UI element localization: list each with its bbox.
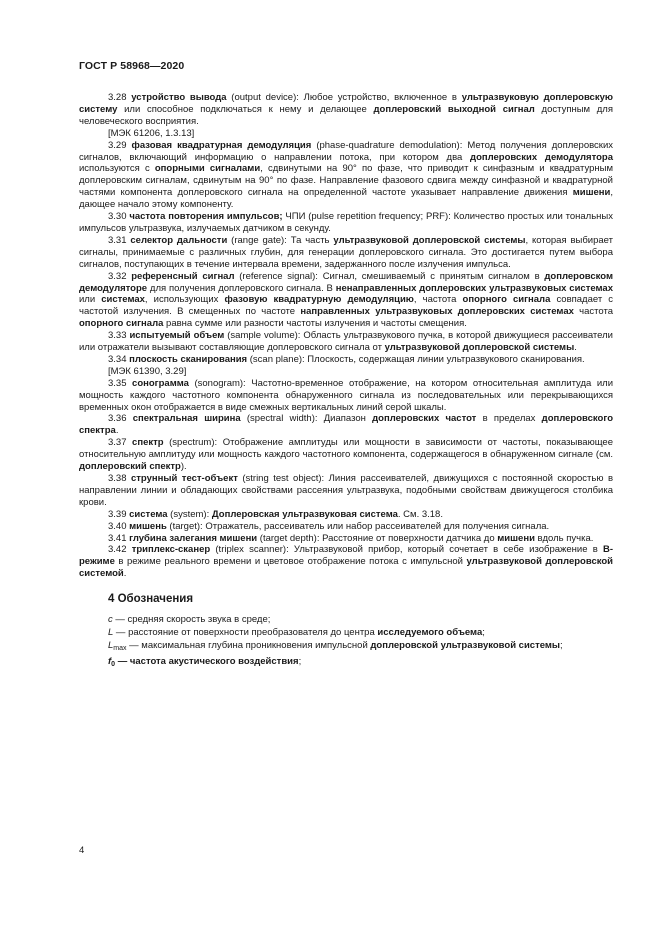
symbol-L: L — расстояние от поверхности преобразователя до центра исследуемого объема; xyxy=(108,626,485,638)
term-3-28: 3.28 устройство вывода (output device): Любое устройство, включенное в ультразвуковую доплеровскую систему или способное подключаться к нему и делающее доплеровский выходной сигнал доступным для человеческого восприятия. xyxy=(79,92,613,127)
term-3-37: 3.37 спектр (spectrum): Отображение амплитуды или мощности в зависимости от частоты, показывающее относительную амплитуду или мощность каждого частотного компонента, содержащегося в обнаруженном сигнале (см. доплеровский спектр). xyxy=(79,437,613,473)
symbol-Lmax: $L_{max}$ — максимальная глубина проникновения импульсной доплеровской ультразвуковой системы; xyxy=(108,639,563,652)
document-body xyxy=(79,92,613,672)
term-3-31: 3.31 селектор дальности (range gate): Та часть ультразвуковой доплеровской системы, которая выбирает сигналы, принимаемые с различных глубин, для генерации доплеровского сигнала. Это достигается путем выбора сигналов, поступающих в течение интервала времени, задержанного после излучения импульса. xyxy=(79,234,613,270)
term-3-36: 3.36 спектральная ширина (spectral width): Диапазон доплеровских частот в пределах доплеровского спектра. xyxy=(79,413,613,437)
reference: [МЭК 61206, 1.3.13] xyxy=(108,127,195,139)
section-heading: 4 Обозначения xyxy=(108,593,194,606)
term-3-35: 3.35 сонограмма (sonogram): Частотно-временное отображение, на котором относительная амплитуда или мощность каждого частотного компонента обнаруженного сигнала из последовательных или перекрывающихся временных окон отображается в виде смежных вертикальных линий серой шкалы. xyxy=(79,377,613,413)
term-3-33: 3.33 испытуемый объем (sample volume): Область ультразвукового пучка, в которой движущиеся рассеиватели или отражатели вызывают составляющие доплеровского сигнала от ультразвуковой доплеровской системы. xyxy=(79,330,613,354)
symbol-f0: $f_0$ — частота акустического воздействия; xyxy=(108,655,302,668)
term-3-42: 3.42 триплекс-сканер (triplex scanner): Ультразвуковой прибор, который сочетает в себе изображение в В-режиме в режиме реального времени и цветовое отображение потока с импульсной ультразвуковой доплеровской системой. xyxy=(79,544,614,580)
reference: [МЭК 61390, 3.29] xyxy=(108,365,187,377)
term-3-39: 3.39 система (system): Доплеровская ультразвуковая система. См. 3.18. xyxy=(108,508,443,520)
term-3-41: 3.41 глубина залегания мишени (target depth): Расстояние от поверхности датчика до мишени вдоль пучка. xyxy=(108,532,594,544)
symbol-c: с — средняя скорость звука в среде; xyxy=(108,614,271,626)
term-3-29: 3.29 фазовая квадратурная демодуляция (phase-quadrature demodulation): Метод получения доплеровских сигналов, включающий информацию о направлении потока, при котором два доплеровских демодулятора используются с опорными сигналами, сдвинутыми на 90° по фазе, что приводит к синфазным и квадратурным доплеровским сигналам, сдвинутым на 90° по фазе. Направление фазового сдвига между синфазной и квадратурной частями компонента доплеровского сигнала на определенной частоте указывает направление движения мишени, дающее начало этому компоненту. xyxy=(79,139,614,211)
term-3-38: 3.38 струнный тест-объект (string test object): Линия рассеивателей, движущихся с постоянной скоростью в направлении линии и обладающих свойствами рассеяния ультразвука, подобными свойствам движущегося столбика крови. xyxy=(79,473,613,508)
term-3-40: 3.40 мишень (target): Отражатель, рассеиватель или набор рассеивателей для получения сигнала. xyxy=(108,520,550,532)
document-header: ГОСТ Р 58968—2020 xyxy=(79,60,185,72)
page-number: 4 xyxy=(79,845,85,856)
term-3-32: 3.32 референсный сигнал (reference signal): Сигнал, смешиваемый с принятым сигналом в доплеровском демодуляторе для получения доплеровского сигнала. В ненаправленных доплеровских ультразвуковых системах или системах, использующих фазовую квадратурную демодуляцию, частота опорного сигнала совпадает с частотой излучения. В смещенных по частоте направленных ультразвуковых доплеровских системах частота опорного сигнала равна сумме или разности частоты излучения и частоты смещения. xyxy=(79,270,614,330)
term-3-30: 3.30 частота повторения импульсов; ЧПИ (pulse repetition frequency; PRF): Количество простых или тональных импульсов ультразвука, излучаемых датчиком в секунду. xyxy=(79,211,613,234)
term-3-34: 3.34 плоскость сканирования (scan plane): Плоскость, содержащая линии ультразвукового сканирования. xyxy=(108,353,585,365)
